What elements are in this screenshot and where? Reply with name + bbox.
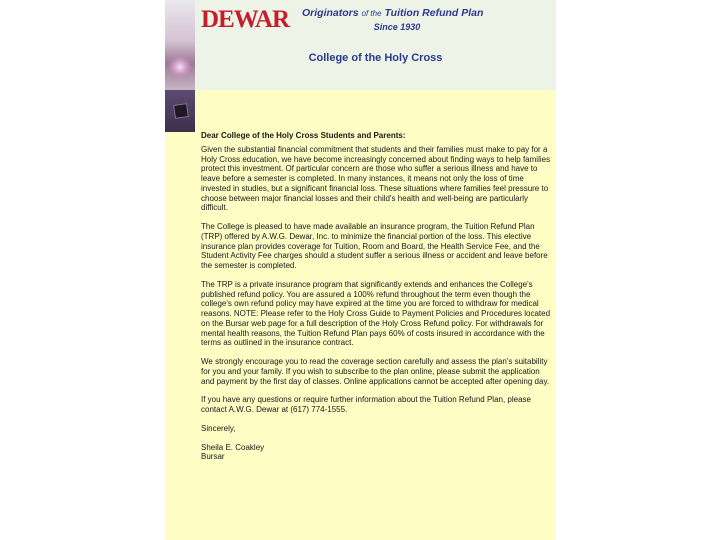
paragraph: Given the substantial financial commitment that students and their families must make to pay for a Holy Cross education, we have become increasingly concerned about finding ways to help families protect this investment. Of particular concern are those who suffer a serious illness and have to leave before a semester is completed. In many instances, it means not only the loss of time invested in studies, but a significant financial loss. These situations where families feel pressure to choose between major financial losses and their child's health and well-being are particularly difficult. (201, 144, 551, 213)
signer-title: Bursar (201, 452, 225, 462)
letter-body (201, 131, 553, 462)
closing: Sincerely, (201, 423, 236, 433)
letterhead (165, 0, 556, 90)
signer-name: Sheila E. Coakley (201, 442, 265, 452)
salutation: Dear College of the Holy Cross Students and Parents: (201, 131, 406, 140)
paragraph: If you have any questions or require further information about the Tuition Refund Plan, please contact A.W.G. Dewar at (617) 774-1555. (201, 395, 531, 414)
decorative-glow (169, 56, 191, 78)
since-year: Since 1930 (373, 22, 421, 32)
document-page (165, 0, 556, 540)
decorative-square (173, 103, 189, 119)
paragraph: The College is pleased to have made available an insurance program, the Tuition Refund Plan (TRP) offered by A.W.G. Dewar, Inc. to minimize the financial portion of the loss. This elective insurance plan provides coverage for Tuition, Room and Board, the Health Service Fee, and the Student Activity Fee charges should a student suffer a serious illness or accident and leave before the semester is completed. (201, 222, 548, 270)
tagline (302, 7, 502, 20)
tagline-end: Tuition Refund Plan (384, 7, 484, 19)
tagline-small: of the (361, 9, 382, 18)
tagline-main: Originators (302, 7, 359, 19)
paragraph: The TRP is a private insurance program that significantly extends and enhances the College's published refund policy. You are assured a 100% refund throughout the term even though the college's own refund policy may have expired at the time you are forced to withdraw for medical reasons. NOTE: Please refer to the Holy Cross Guide to Payment Policies and Procedures located on the Bursar web page for a full description of the Holy Cross Refund policy. For withdrawals for mental health reasons, the Tuition Refund Plan pays 60% of costs insured in accordance with the terms as outlined in the insurance contract. (201, 279, 551, 348)
paragraph: We strongly encourage you to read the coverage section carefully and assess the plan's suitability for you and your family. If you wish to subscribe to the plan online, please submit the application and payment by the first day of classes. Online applications cannot be accepted after opening day. (201, 357, 550, 386)
college-title: College of the Holy Cross (308, 52, 443, 64)
dewar-logo: DEWAR (201, 6, 290, 33)
